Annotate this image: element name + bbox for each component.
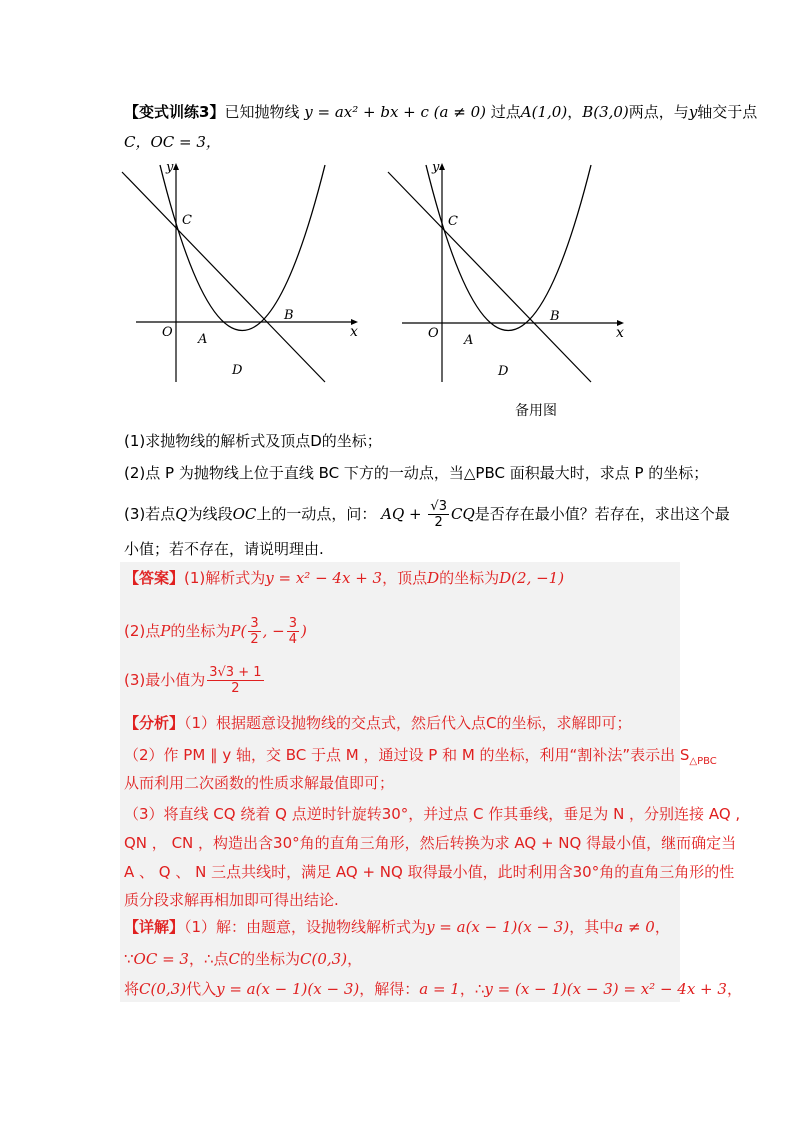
analysis-line-6: A 、 Q 、 N 三点共线时，满足 AQ + NQ 取得最小值，此时利用含30°角的直角三角形的性 bbox=[124, 863, 735, 881]
answer-line-1: 【答案】(1)解析式为y = x² − 4x + 3，顶点D的坐标为D(2, −1) bbox=[124, 569, 565, 587]
parabola-figure-spare bbox=[383, 158, 633, 383]
detail-line-1: 【详解】（1）解：由题意，设抛物线解析式为y = a(x − 1)(x − 3)，其中a ≠ 0， bbox=[124, 918, 670, 936]
analysis-line-7: 质分段求解再相加即可得出结论. bbox=[124, 891, 339, 909]
detail-tag: 【详解】 bbox=[124, 918, 185, 936]
fig1-label-c: C bbox=[182, 213, 192, 228]
problem-line-1: 【变式训练3】已知抛物线 y = ax² + bx + c (a ≠ 0) 过点A(1,0)，B(3,0)两点，与y轴交于点 bbox=[124, 103, 758, 121]
parabola-figure-main bbox=[118, 158, 368, 383]
fig2-label-x: x bbox=[616, 325, 624, 341]
fig2-label-y: y bbox=[432, 160, 440, 175]
detail-line-3: 将C(0,3)代入y = a(x − 1)(x − 3)，解得：a = 1，∴y = (x − 1)(x − 3) = x² − 4x + 3， bbox=[124, 980, 742, 998]
question-2: (2)点 P 为抛物线上位于直线 BC 下方的一动点，当△PBC 面积最大时，求点 P 的坐标； bbox=[124, 464, 709, 482]
analysis-line-1: 【分析】（1）根据题意设抛物线的交点式，然后代入点C的坐标，求解即可； bbox=[124, 714, 632, 732]
question-3-line-2: 小值；若不存在，请说明理由. bbox=[124, 540, 324, 558]
answer-tag: 【答案】 bbox=[124, 569, 185, 587]
fig2-label-c: C bbox=[448, 214, 458, 229]
question-3-line-1: (3)若点Q为线段OC上的一动点，问： AQ + $\frac{√3}{2}$ CQ是否存在最小值？若存在，求出这个最 bbox=[124, 499, 730, 530]
fig2-label-d: D bbox=[498, 364, 509, 379]
fig2-label-a: A bbox=[464, 333, 474, 348]
fig2-label-o: O bbox=[428, 326, 439, 341]
point-b: B(3,0) bbox=[582, 103, 629, 121]
problem-tag: 【变式训练3】 bbox=[124, 103, 225, 121]
figure-caption: 备用图 bbox=[515, 403, 557, 419]
analysis-tag: 【分析】 bbox=[124, 714, 185, 732]
fig1-label-a: A bbox=[198, 332, 208, 347]
fig1-label-b: B bbox=[284, 308, 294, 323]
fig1-label-y: y bbox=[166, 160, 174, 175]
analysis-line-2: （2）作 PM ∥ y 轴，交 BC 于点 M ，通过设 P 和 M 的坐标，利用“割补法”表示出 $S_{\triangle PBC}$ bbox=[124, 746, 717, 767]
problem-equation: y = ax² + bx + c (a ≠ 0) bbox=[304, 103, 486, 121]
analysis-line-3: 从而利用二次函数的性质求解最值即可； bbox=[124, 774, 395, 792]
fig1-label-x: x bbox=[350, 324, 358, 340]
fig1-label-o: O bbox=[162, 325, 173, 340]
analysis-line-5: QN ， CN ，构造出含30°角的直角三角形，然后转换为求 AQ + NQ 得最小值，继而确定当 bbox=[124, 834, 737, 852]
question-1: (1)求抛物线的解析式及顶点D的坐标； bbox=[124, 432, 382, 450]
problem-line-2: C，OC = 3， bbox=[124, 133, 221, 151]
sqrt3-over-2: $\frac{√3}{2}$ bbox=[430, 499, 447, 530]
answer-line-2: (2)点P的坐标为P( $\frac{3}{2}$ , − $\frac{3}{4}$ ) bbox=[124, 616, 307, 647]
detail-line-2: ∵OC = 3，∴点C的坐标为C(0,3)， bbox=[124, 950, 363, 968]
analysis-line-4: （3）将直线 CQ 绕着 Q 点逆时针旋转30°，并过点 C 作其垂线，垂足为 N ，分别连接 AQ , bbox=[124, 805, 741, 823]
point-a: A(1,0) bbox=[520, 103, 568, 121]
fig2-label-b: B bbox=[550, 309, 560, 324]
answer-line-3: (3)最小值为 $\frac{3√3 + 1}{2}$ bbox=[124, 665, 262, 696]
fig1-label-d: D bbox=[232, 363, 243, 378]
